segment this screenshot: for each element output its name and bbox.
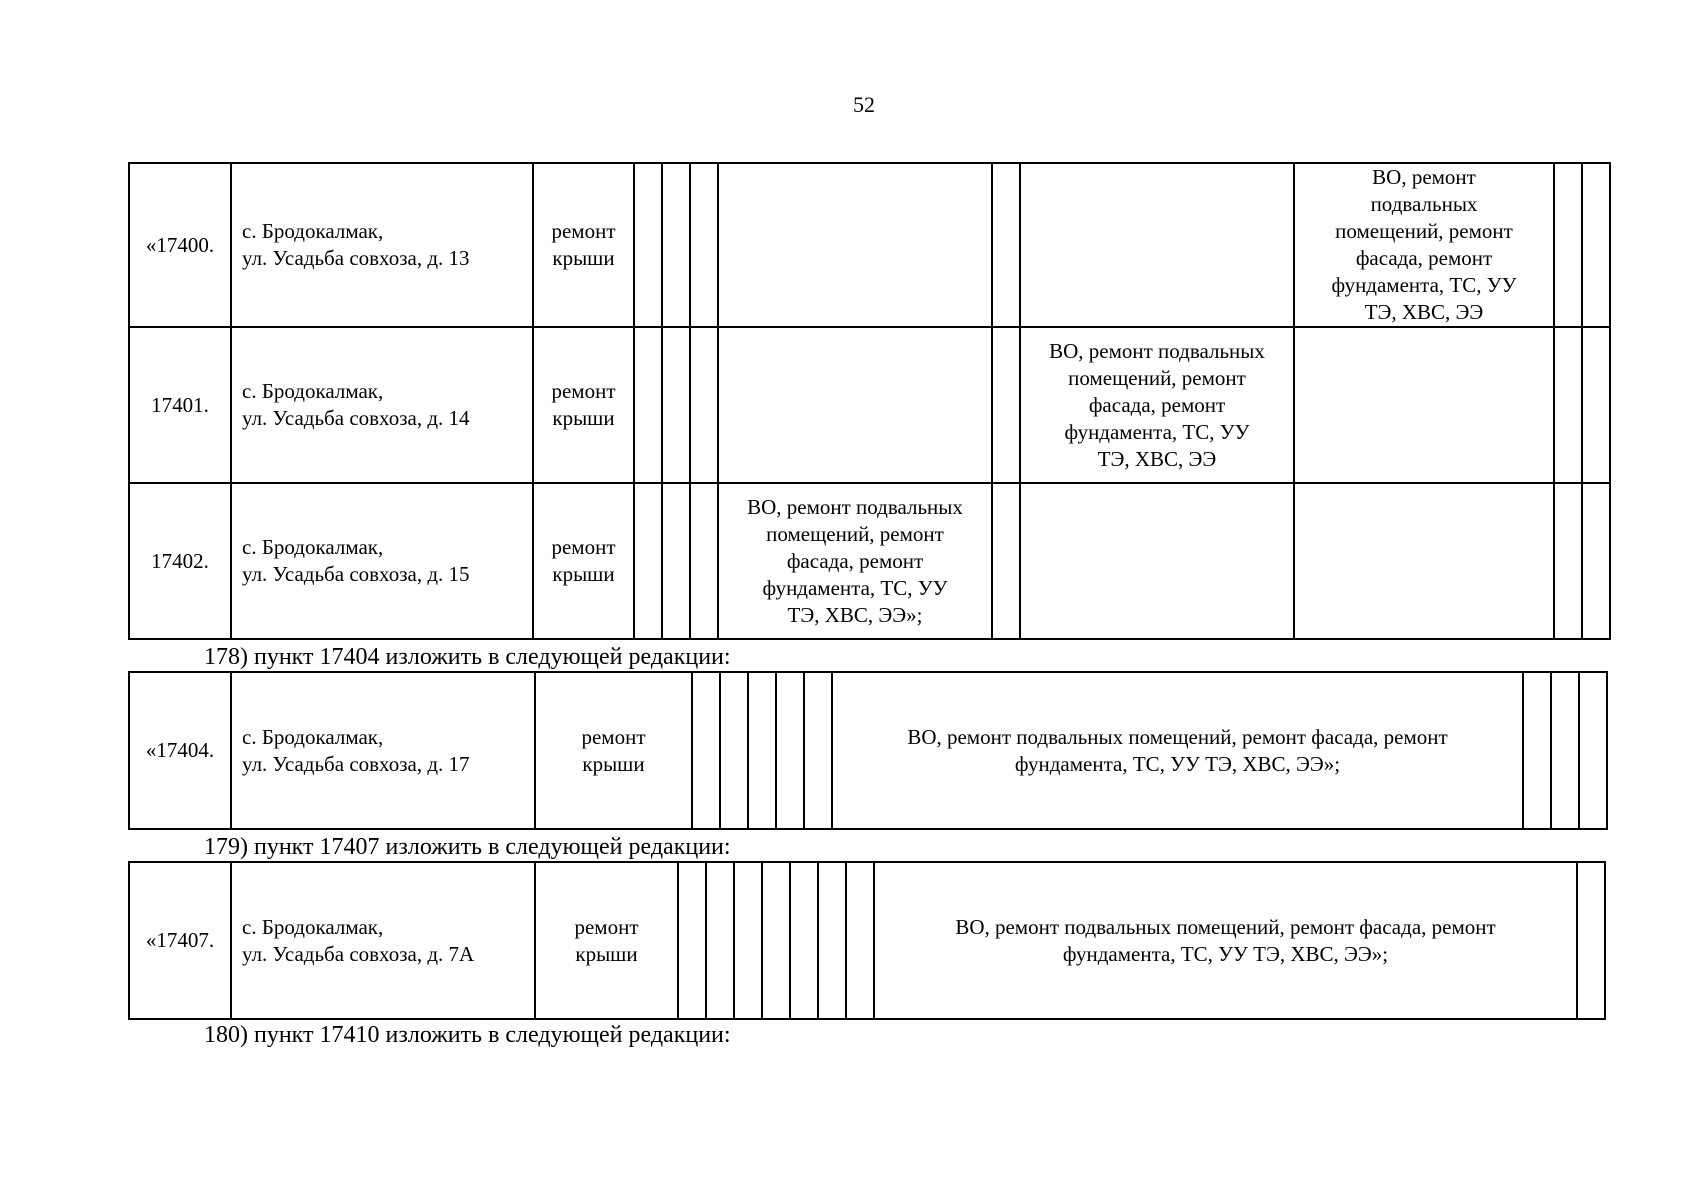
empty-cell — [1523, 672, 1551, 829]
amendment-table-2 — [128, 671, 1608, 830]
address-cell — [231, 862, 535, 1019]
address-line: ул. Усадьба совхоза, д. 7А — [242, 941, 475, 966]
works-line: фундамента, ТС, УУ — [1064, 419, 1250, 444]
work-line: крыши — [552, 246, 615, 270]
work-line: ремонт — [581, 724, 646, 749]
amendment-table-3 — [128, 861, 1606, 1020]
work-line: крыши — [552, 406, 615, 430]
works-line: фасада, ремонт — [786, 548, 924, 573]
empty-cell — [678, 862, 706, 1019]
works-list-cell — [874, 862, 1577, 1019]
address-line: ул. Усадьба совхоза, д. 15 — [242, 562, 470, 586]
empty-cell — [662, 483, 690, 639]
address-line: ул. Усадьба совхоза, д. 13 — [242, 246, 470, 270]
address-cell — [231, 327, 533, 483]
work-line: ремонт — [551, 535, 616, 559]
empty-cell — [1582, 327, 1610, 483]
work-line: ремонт — [551, 219, 616, 243]
address-cell — [231, 483, 533, 639]
work-type-cell — [533, 483, 634, 639]
work-line: крыши — [582, 751, 645, 776]
empty-cell — [1582, 483, 1610, 639]
empty-cell — [992, 163, 1020, 327]
works-line: фундамента, ТС, УУ — [1331, 273, 1517, 297]
works-line: фундамента, ТС, УУ — [762, 575, 948, 600]
amendment-caption: 180) пункт 17410 изложить в следующей редакции: — [204, 1022, 731, 1048]
address-line: с. Бродокалмак, — [242, 379, 384, 403]
empty-cell — [690, 483, 718, 639]
work-type-cell — [535, 862, 678, 1019]
page-number: 52 — [853, 92, 875, 117]
empty-cell — [992, 327, 1020, 483]
empty-cell — [1554, 163, 1582, 327]
work-line: ремонт — [551, 379, 616, 403]
empty-cell — [846, 862, 874, 1019]
empty-cell — [790, 862, 818, 1019]
address-cell — [231, 672, 535, 829]
works-line: ТЭ, ХВС, ЭЭ — [1097, 446, 1217, 471]
works-list-cell — [832, 672, 1523, 829]
address-cell — [231, 163, 533, 327]
empty-cell — [634, 327, 662, 483]
works-line: ВО, ремонт подвальных помещений, ремонт фасада, ремонт — [955, 914, 1496, 939]
empty-cell — [762, 862, 790, 1019]
empty-cell — [1582, 163, 1610, 327]
address-line: с. Бродокалмак, — [242, 219, 384, 243]
table-row — [129, 483, 1610, 639]
works-line: фасада, ремонт — [1088, 392, 1226, 417]
works-line: помещений, ремонт — [1335, 219, 1513, 243]
works-period-3-cell — [1294, 327, 1554, 483]
works-line: ТЭ, ХВС, ЭЭ — [1364, 300, 1484, 324]
empty-cell — [634, 163, 662, 327]
amendment-table-1 — [128, 162, 1611, 640]
table-row — [129, 862, 1605, 1019]
empty-cell — [720, 672, 748, 829]
work-line: крыши — [552, 562, 615, 586]
item-number: 17401. — [129, 327, 231, 483]
empty-cell — [1554, 483, 1582, 639]
address-line: с. Бродокалмак, — [242, 535, 384, 559]
empty-cell — [1579, 672, 1607, 829]
table-row — [129, 672, 1607, 829]
empty-cell — [734, 862, 762, 1019]
empty-cell — [634, 483, 662, 639]
work-type-cell — [535, 672, 692, 829]
works-line: ТЭ, ХВС, ЭЭ»; — [787, 602, 923, 627]
works-line: помещений, ремонт — [1068, 365, 1246, 390]
empty-cell — [690, 163, 718, 327]
empty-cell — [1551, 672, 1579, 829]
works-line: ВО, ремонт подвальных помещений, ремонт фасада, ремонт — [907, 724, 1448, 749]
empty-cell — [706, 862, 734, 1019]
works-line: подвальных — [1370, 192, 1478, 216]
amendment-caption: 178) пункт 17404 изложить в следующей редакции: — [204, 644, 731, 670]
address-line: с. Бродокалмак, — [242, 724, 384, 749]
empty-cell — [804, 672, 832, 829]
item-number: «17407. — [129, 862, 231, 1019]
works-line: фундамента, ТС, УУ ТЭ, ХВС, ЭЭ»; — [1014, 751, 1341, 776]
works-line: ВО, ремонт подвальных — [1049, 338, 1265, 363]
empty-cell — [692, 672, 720, 829]
table-row — [129, 163, 1610, 327]
works-period-3-cell — [1294, 483, 1554, 639]
works-period-3-cell — [1294, 163, 1554, 327]
table-row — [129, 327, 1610, 483]
empty-cell — [776, 672, 804, 829]
empty-cell — [748, 672, 776, 829]
works-line: помещений, ремонт — [766, 521, 944, 546]
works-line: фундамента, ТС, УУ ТЭ, ХВС, ЭЭ»; — [1062, 941, 1389, 966]
work-type-cell — [533, 163, 634, 327]
address-line: ул. Усадьба совхоза, д. 14 — [242, 406, 470, 430]
works-period-1-cell — [718, 163, 992, 327]
works-line: ВО, ремонт подвальных — [747, 494, 963, 519]
item-number: «17404. — [129, 672, 231, 829]
empty-cell — [662, 163, 690, 327]
works-period-2-cell — [1020, 327, 1294, 483]
address-line: ул. Усадьба совхоза, д. 17 — [242, 751, 470, 776]
empty-cell — [662, 327, 690, 483]
work-line: ремонт — [574, 914, 639, 939]
works-line: фасада, ремонт — [1355, 246, 1493, 270]
work-line: крыши — [575, 941, 638, 966]
address-line: с. Бродокалмак, — [242, 914, 384, 939]
empty-cell — [818, 862, 846, 1019]
work-type-cell — [533, 327, 634, 483]
empty-cell — [992, 483, 1020, 639]
empty-cell — [690, 327, 718, 483]
item-number: 17402. — [129, 483, 231, 639]
empty-cell — [1554, 327, 1582, 483]
works-period-2-cell — [1020, 483, 1294, 639]
works-period-1-cell — [718, 327, 992, 483]
empty-cell — [1577, 862, 1605, 1019]
works-line: ВО, ремонт — [1372, 165, 1476, 189]
item-number: «17400. — [129, 163, 231, 327]
works-period-2-cell — [1020, 163, 1294, 327]
amendment-caption: 179) пункт 17407 изложить в следующей редакции: — [204, 834, 731, 860]
works-period-1-cell — [718, 483, 992, 639]
